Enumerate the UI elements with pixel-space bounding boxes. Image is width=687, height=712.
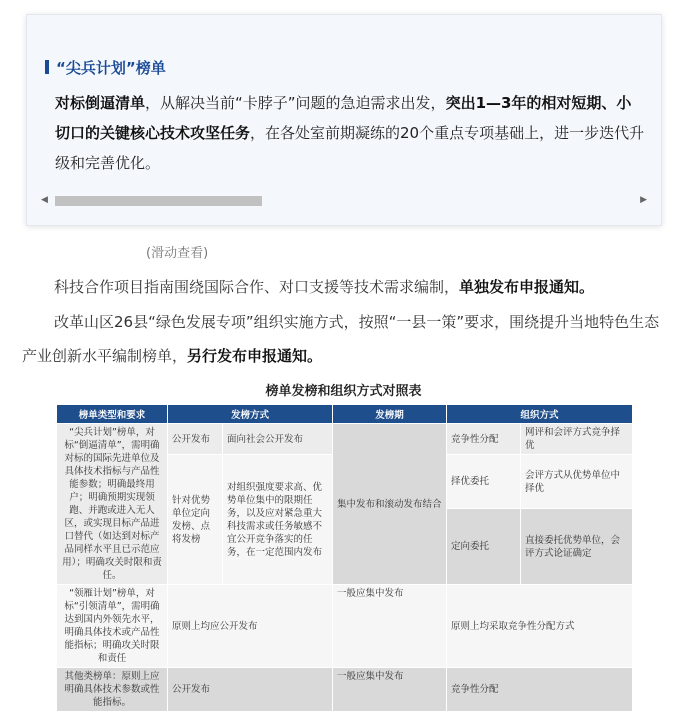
row3-type-cell: 其他类榜单：原则上应明确具体技术参数或性能指标。 xyxy=(57,668,168,712)
row1-method-public: 公开发布 xyxy=(168,424,223,455)
paragraph-2-bold: 另行发布申报通知。 xyxy=(187,347,323,365)
row3-period-cell: 一般应集中发布 xyxy=(333,668,447,712)
header-organization: 组织方式 xyxy=(447,405,633,424)
row3-org-cell: 竞争性分配 xyxy=(447,668,633,712)
card-title xyxy=(45,57,166,78)
scroll-hint: (滑动查看) xyxy=(146,246,209,261)
row2-method-cell: 原则上均应公开发布 xyxy=(168,585,333,668)
scroll-thumb[interactable] xyxy=(55,196,262,206)
row1-org-preferred-desc: 会评方式从优势单位中择优 xyxy=(521,455,633,509)
scroll-card xyxy=(26,14,662,226)
table-header-row xyxy=(57,405,633,424)
paragraph-1-bold: 单独发布申报通知。 xyxy=(459,278,595,296)
row1-org-competitive-desc: 网评和会评方式竞争择优 xyxy=(521,424,633,455)
row2-org-cell: 原则上均采取竞争性分配方式 xyxy=(447,585,633,668)
row1-org-competitive: 竞争性分配 xyxy=(447,424,521,455)
table-row xyxy=(57,668,633,712)
header-type: 榜单类型和要求 xyxy=(57,405,168,424)
row1-type-cell: “尖兵计划”榜单，对标“倒逼清单”，需明确对标的国际先进单位及具体技术指标与产品性能参数；明确最终用户；明确预期实现领跑、并跑或进入无人区，或实现目标产品进口替代（如达到对标产品同样水平且已示范应用）；明确攻关时限和责任。 xyxy=(57,424,168,585)
row3-method-cell: 公开发布 xyxy=(168,668,333,712)
table-title: 榜单发榜和组织方式对照表 xyxy=(265,384,422,399)
paragraph-1-text: 科技合作项目指南围绕国际合作、对口支援等技术需求编制， xyxy=(54,278,460,296)
row2-period-cell: 一般应集中发布 xyxy=(333,585,447,668)
row1-org-directed-desc: 直接委托优势单位，会评方式论证确定 xyxy=(521,509,633,585)
horizontal-scrollbar[interactable] xyxy=(41,192,647,208)
table-row xyxy=(57,424,633,455)
comparison-table xyxy=(56,404,633,712)
card-title-text: “尖兵计划”榜单 xyxy=(56,59,166,77)
table-row xyxy=(57,585,633,668)
card-body-text-2: ，在各处室前期凝练的20个重点专项基础上，进一步迭代升级和完善优化。 xyxy=(55,124,645,172)
header-period: 发榜期 xyxy=(333,405,447,424)
row1-org-directed: 定向委托 xyxy=(447,509,521,585)
row1-method-public-desc: 面向社会公开发布 xyxy=(223,424,333,455)
scroll-right-icon[interactable]: ▶ xyxy=(640,195,647,205)
row1-period-cell: 集中发布和滚动发布结合 xyxy=(333,424,447,585)
row2-type-cell: “领雁计划”榜单，对标“引领清单”，需明确达到国内外领先水平，明确具体技术或产品性能指标；明确攻关时限和责任 xyxy=(57,585,168,668)
row1-method-targeted: 针对优势单位定向发榜、点将发榜 xyxy=(168,455,223,585)
card-body-text-1: ，从解决当前“卡脖子”问题的急迫需求出发， xyxy=(145,94,446,112)
row1-org-preferred: 择优委托 xyxy=(447,455,521,509)
card-body xyxy=(55,88,645,178)
card-body-bold-2: 突出1—3年的相对短期、小切口的关键核心技术攻坚任务 xyxy=(55,94,632,142)
scroll-left-icon[interactable]: ◀ xyxy=(41,195,48,205)
paragraph-2-text: 改革山区26县“绿色发展专项”组织实施方式，按照“一县一策”要求，围绕提升当地特色生态产业创新水平编制榜单， xyxy=(22,313,660,365)
paragraph-green-development xyxy=(22,305,667,373)
title-accent-bar xyxy=(45,60,49,74)
header-method: 发榜方式 xyxy=(168,405,333,424)
paragraph-intl-cooperation xyxy=(22,270,667,304)
card-body-bold-1: 对标倒逼清单 xyxy=(55,94,146,112)
row1-method-targeted-desc: 对组织强度要求高、优势单位集中的限期任务，以及应对紧急重大科技需求或任务敏感不宜公开竞争落实的任务，在一定范围内发布 xyxy=(223,455,333,585)
